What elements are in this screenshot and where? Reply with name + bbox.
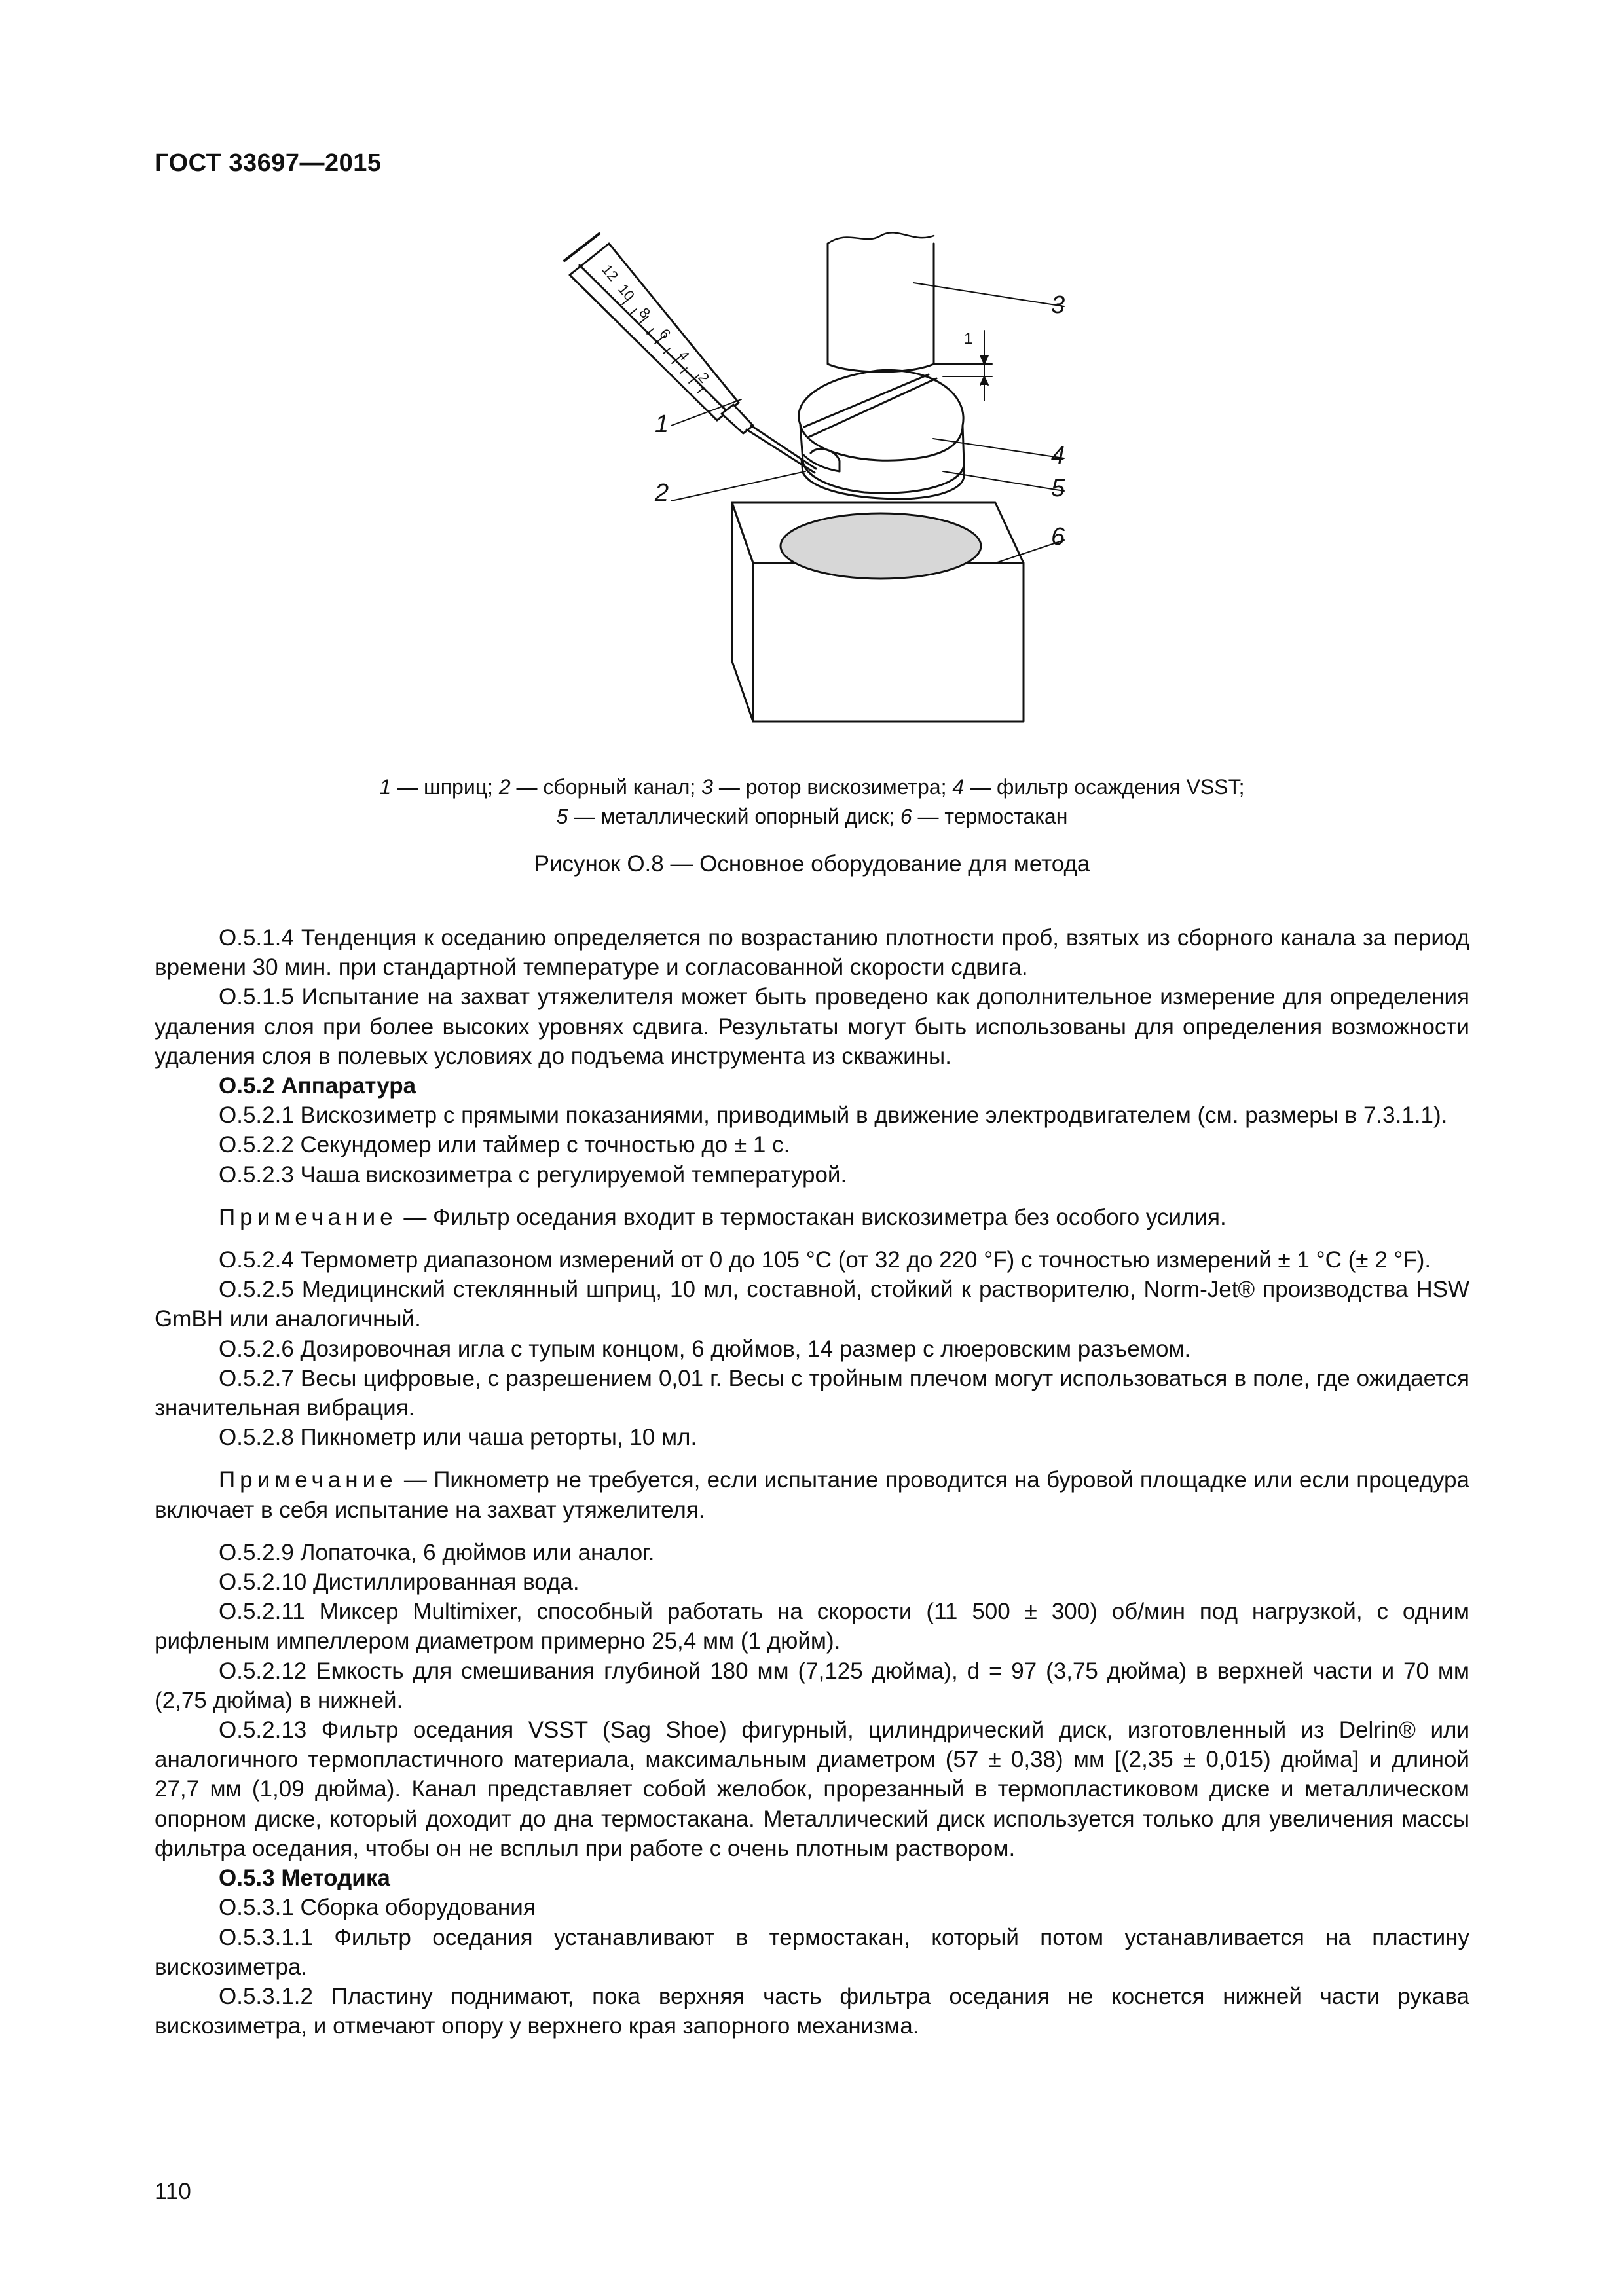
legend-text: — сборный канал;: [510, 775, 702, 799]
rotor-drawing: [828, 232, 934, 372]
legend-line-2: [155, 802, 1469, 831]
callout-3: 3: [1051, 291, 1065, 319]
legend-text: — металлический опорный диск;: [568, 805, 900, 828]
legend-text: — термостакан: [912, 805, 1068, 828]
body-paragraph: О.5.2.9 Лопаточка, 6 дюймов или аналог.: [219, 1539, 655, 1565]
body-paragraph: О.5.2.5 Медицинский стеклянный шприц, 10 мл, составной, стойкий к растворителю, Norm-Jet® производства HSW GmBH или аналогичный.: [155, 1277, 1469, 1332]
note-text: — Фильтр оседания входит в термостакан вискозиметра без особого усилия.: [397, 1204, 1227, 1230]
legend-number: 1: [379, 775, 392, 799]
syringe-scale-6: 6: [656, 325, 674, 342]
callout-1: 1: [655, 410, 669, 438]
callout-2: 2: [655, 479, 669, 507]
note-text: — Пикнометр не требуется, если испытание проводится на буровой площадке или если процедура включает в себя испытание на захват утяжелителя.: [155, 1467, 1469, 1523]
gap-label: 1: [964, 330, 973, 348]
figure-legend: [155, 773, 1469, 831]
legend-number: 5: [556, 805, 568, 828]
callout-5: 5: [1051, 475, 1065, 502]
callout-6: 6: [1051, 523, 1065, 551]
syringe-scale-4: 4: [675, 347, 693, 364]
section-heading: О.5.3 Методика: [219, 1865, 390, 1891]
note-label: Примечание: [219, 1204, 397, 1230]
callout-4: 4: [1051, 442, 1065, 469]
section-heading: О.5.2 Аппаратура: [219, 1073, 416, 1099]
note-paragraph: [155, 1203, 1469, 1232]
body-paragraph: О.5.3.1.1 Фильтр оседания устанавливают в термостакан, который потом устанавливается на пластину вискозиметра.: [155, 1924, 1469, 1980]
body-paragraph: О.5.2.11 Миксер Multimixer, способный работать на скорости (11 500 ± 300) об/мин под нагрузкой, с одним рифленым импеллером диаметром примерно 25,4 мм (1 дюйм).: [155, 1599, 1469, 1654]
syringe-scale-8: 8: [636, 304, 654, 321]
note-label: Примечание: [219, 1467, 397, 1493]
legend-line-1: [155, 773, 1469, 802]
body-paragraph: О.5.2.6 Дозировочная игла с тупым концом, 6 дюймов, 14 размер с люеровским разъемом.: [219, 1336, 1191, 1362]
figure-apparatus: [537, 223, 1126, 759]
figure-caption: Рисунок О.8 — Основное оборудование для метода: [534, 851, 1090, 877]
body-paragraph: О.5.2.7 Весы цифровые, с разрешением 0,01 г. Весы с тройным плечом могут использоваться в поле, где ожидается значительная вибрация.: [155, 1365, 1469, 1421]
body-paragraph: О.5.3.1.2 Пластину поднимают, пока верхняя часть фильтра оседания не коснется нижней части рукава вискозиметра, и отмечают опору у верхнего края запорного механизма.: [155, 1983, 1469, 2039]
body-paragraph: О.5.2.13 Фильтр оседания VSST (Sag Shoe) фигурный, цилиндрический диск, изготовленный из Delrin® или аналогичного термопластичного материала, максимальным диаметром (57 ± 0,38) мм [(2,35 ± 0,015) дюйма] и длиной 27,7 мм (1,09 дюйма). Канал представляет собой желобок, прорезанный в термопластиковом диске и металлическом опорном диске, который доходит до дна термостакана. Металлический диск используется только для увеличения массы фильтра оседания, чтобы он не всплыл при работе с очень плотным раствором.: [155, 1717, 1469, 1861]
legend-text: — ротор вискозиметра;: [712, 775, 953, 799]
body-paragraph: О.5.3.1 Сборка оборудования: [219, 1895, 536, 1921]
body-text: [155, 923, 1469, 2041]
legend-text: — фильтр осаждения VSST;: [964, 775, 1245, 799]
body-paragraph: О.5.2.10 Дистиллированная вода.: [219, 1569, 580, 1595]
body-paragraph: О.5.2.12 Емкость для смешивания глубиной 180 мм (7,125 дюйма), d = 97 (3,75 дюйма) в верхней части и 70 мм (2,75 дюйма) в нижней.: [155, 1658, 1469, 1713]
apparatus-drawing: [537, 223, 1126, 759]
legend-number: 3: [701, 775, 713, 799]
syringe-scale-2: 2: [695, 369, 713, 386]
syringe-scale-10: 10: [615, 281, 638, 304]
legend-number: 6: [900, 805, 912, 828]
body-paragraph: О.5.2.3 Чаша вискозиметра с регулируемой температурой.: [219, 1161, 847, 1188]
body-paragraph: О.5.2.4 Термометр диапазоном измерений от 0 до 105 °С (от 32 до 220 °F) с точностью измерений ± 1 °С (± 2 °F).: [219, 1247, 1431, 1273]
body-paragraph: О.5.2.8 Пикнометр или чаша реторты, 10 мл.: [219, 1425, 697, 1451]
filter-drawing: [799, 370, 964, 499]
page-number: 110: [155, 2179, 191, 2204]
document-header: ГОСТ 33697—2015: [155, 149, 382, 177]
legend-number: 2: [498, 775, 511, 799]
syringe-scale-12: 12: [599, 261, 622, 284]
note-paragraph: [155, 1465, 1469, 1524]
body-paragraph: О.5.2.2 Секундомер или таймер с точностью до ± 1 с.: [219, 1132, 790, 1158]
thermo-cup-drawing: [732, 503, 1024, 721]
body-paragraph: О.5.1.4 Тенденция к оседанию определяется по возрастанию плотности проб, взятых из сборного канала за период времени 30 мин. при стандартной температуре и согласованной скорости сдвига.: [155, 925, 1469, 981]
body-paragraph: О.5.1.5 Испытание на захват утяжелителя может быть проведено как дополнительное измерение для определения удаления слоя при более высоких уровнях сдвига. Результаты могут быть использованы для определения возможности удаления слоя в полевых условиях до подъема инструмента из скважины.: [155, 984, 1469, 1069]
body-paragraph: О.5.2.1 Вискозиметр с прямыми показаниями, приводимый в движение электродвигателем (см. размеры в 7.3.1.1).: [219, 1102, 1448, 1129]
legend-text: — шприц;: [391, 775, 499, 799]
legend-number: 4: [952, 775, 965, 799]
